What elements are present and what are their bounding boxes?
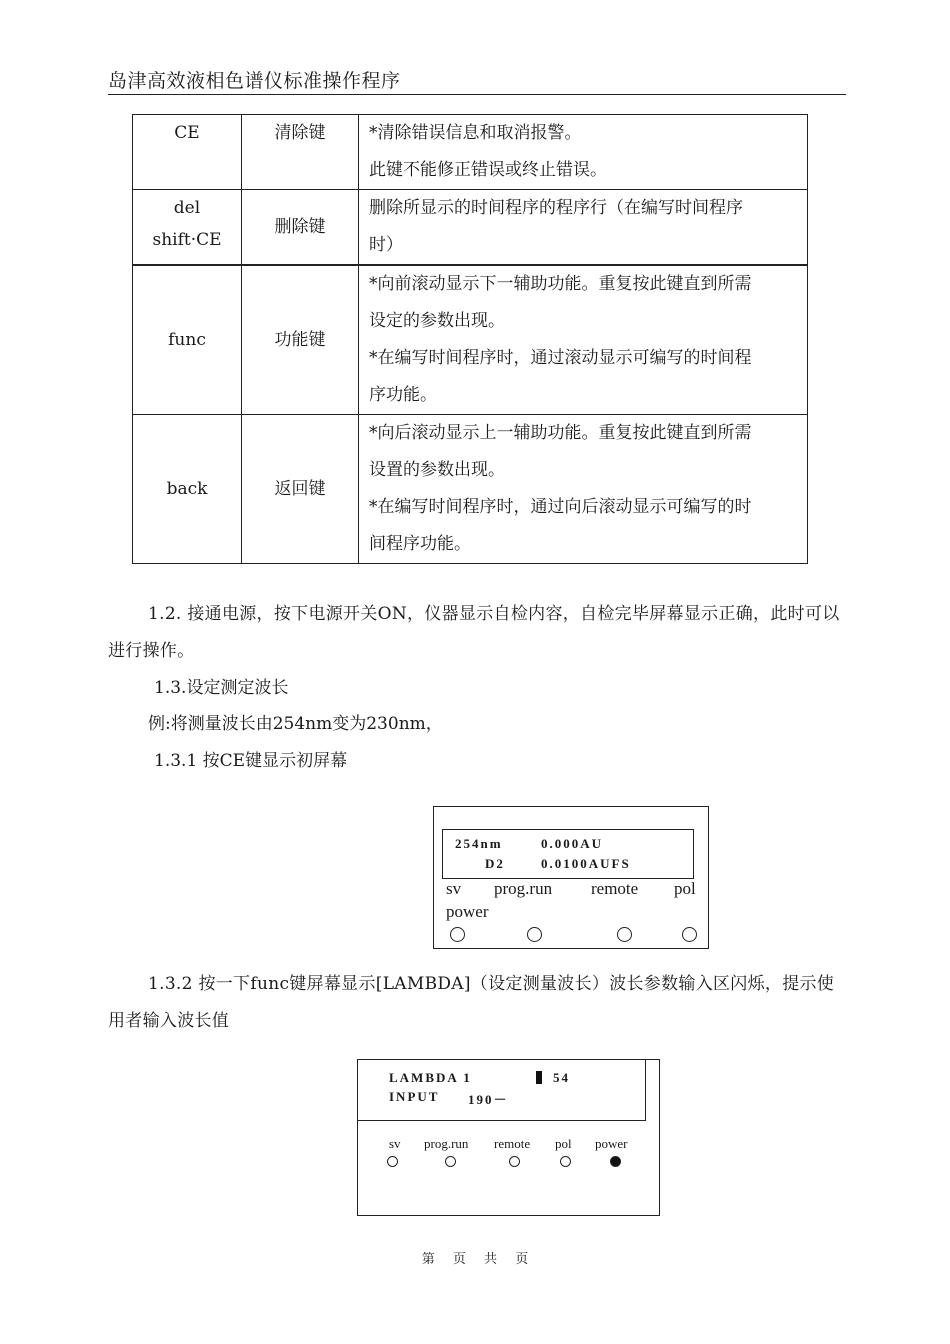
blinking-cursor-icon xyxy=(536,1071,542,1084)
indicator-label-power: power xyxy=(595,1136,628,1151)
key-name-cell: 清除键 xyxy=(242,115,359,190)
paragraph-example: 例:将测量波长由254nm变为230nm， xyxy=(148,714,443,734)
desc-line: 删除所显示的时间程序的程序行（在编写时间程序 xyxy=(369,198,743,218)
lcd-screen xyxy=(357,1059,646,1121)
wavelength-readout: 254nm xyxy=(455,836,503,851)
desc-line: 序功能。 xyxy=(369,385,437,405)
range-readout: 0.0100AUFS xyxy=(541,856,631,871)
table-row xyxy=(133,415,808,564)
indicator-light-icon xyxy=(560,1156,571,1167)
table-row xyxy=(133,265,808,415)
lamp-readout: D2 xyxy=(485,856,505,871)
key-desc-cell xyxy=(359,115,808,190)
indicator-light-icon xyxy=(509,1156,520,1167)
key-name-cell: 功能键 xyxy=(242,265,359,415)
indicator-label-prog-run: prog.run xyxy=(424,1136,469,1151)
key-cell: func xyxy=(133,265,242,415)
indicator-label-sv: sv xyxy=(389,1136,401,1151)
table-row xyxy=(133,115,808,190)
key-name-cell: 删除键 xyxy=(242,190,359,266)
key-desc-cell xyxy=(359,415,808,564)
key-cell: back xyxy=(133,415,242,564)
indicator-label-pol: pol xyxy=(555,1136,572,1151)
page-footer: 第 页 共 页 xyxy=(421,1252,529,1267)
indicator-light-icon xyxy=(450,927,465,942)
absorbance-readout: 0.000AU xyxy=(541,836,604,851)
indicator-label-sv: sv xyxy=(446,879,462,898)
desc-line: 此键不能修正错误或终止错误。 xyxy=(369,160,607,180)
desc-line: *在编写时间程序时，通过向后滚动显示可编写的时 xyxy=(369,497,752,517)
desc-line: 设置的参数出现。 xyxy=(369,460,505,480)
indicator-light-icon xyxy=(527,927,542,942)
header-divider xyxy=(108,94,846,95)
section-heading-wavelength: 1.3.设定测定波长 xyxy=(154,678,289,698)
input-label: INPUT xyxy=(389,1089,440,1104)
desc-line: 设定的参数出现。 xyxy=(369,311,505,331)
paragraph-power-on: 1.2. 接通电源，按下电源开关ON，仪器显示自检内容，自检完毕屏幕显示正确，此时可以进行操作。 xyxy=(108,604,840,661)
indicator-label-power: power xyxy=(446,902,489,921)
indicator-label-prog-run: prog.run xyxy=(494,879,553,898)
key-cell: CE xyxy=(133,115,242,190)
lambda-screen-figure xyxy=(357,1059,660,1216)
initial-screen-figure xyxy=(433,806,709,949)
table-row xyxy=(133,190,808,266)
document-header-title: 岛津高效液相色谱仪标准操作程序 xyxy=(108,70,401,92)
desc-line: *在编写时间程序时，通过滚动显示可编写的时间程 xyxy=(369,348,752,368)
lcd-screen xyxy=(442,829,694,879)
indicator-label-remote: remote xyxy=(494,1136,531,1151)
keys-table xyxy=(132,114,808,564)
power-indicator-on-icon xyxy=(610,1156,621,1167)
step-1-3-1: 1.3.1 按CE键显示初屏幕 xyxy=(154,751,348,771)
step-1-3-2: 1.3.2 按一下func键屏幕显示[LAMBDA]（设定测量波长）波长参数输入区闪烁，提示使用者输入波长值 xyxy=(108,974,835,1031)
desc-line: *向前滚动显示下一辅助功能。重复按此键直到所需 xyxy=(369,274,752,294)
key-desc-cell xyxy=(359,265,808,415)
indicator-light-icon xyxy=(617,927,632,942)
key-line: shift·CE xyxy=(152,230,222,250)
key-line: del xyxy=(173,198,201,218)
desc-line: 时） xyxy=(369,235,403,255)
lambda-value: 54 xyxy=(553,1070,570,1085)
indicator-label-remote: remote xyxy=(591,879,639,898)
desc-line: *清除错误信息和取消报警。 xyxy=(369,123,582,143)
key-name-cell: 返回键 xyxy=(242,415,359,564)
lambda-label: LAMBDA 1 xyxy=(389,1070,472,1085)
indicator-light-icon xyxy=(682,927,697,942)
input-range: 190－ xyxy=(468,1092,509,1107)
indicator-label-pol: pol xyxy=(674,879,696,898)
indicator-light-icon xyxy=(445,1156,456,1167)
key-cell xyxy=(133,190,242,266)
key-desc-cell xyxy=(359,190,808,266)
indicator-light-icon xyxy=(387,1156,398,1167)
desc-line: 间程序功能。 xyxy=(369,534,471,554)
desc-line: *向后滚动显示上一辅助功能。重复按此键直到所需 xyxy=(369,423,752,443)
